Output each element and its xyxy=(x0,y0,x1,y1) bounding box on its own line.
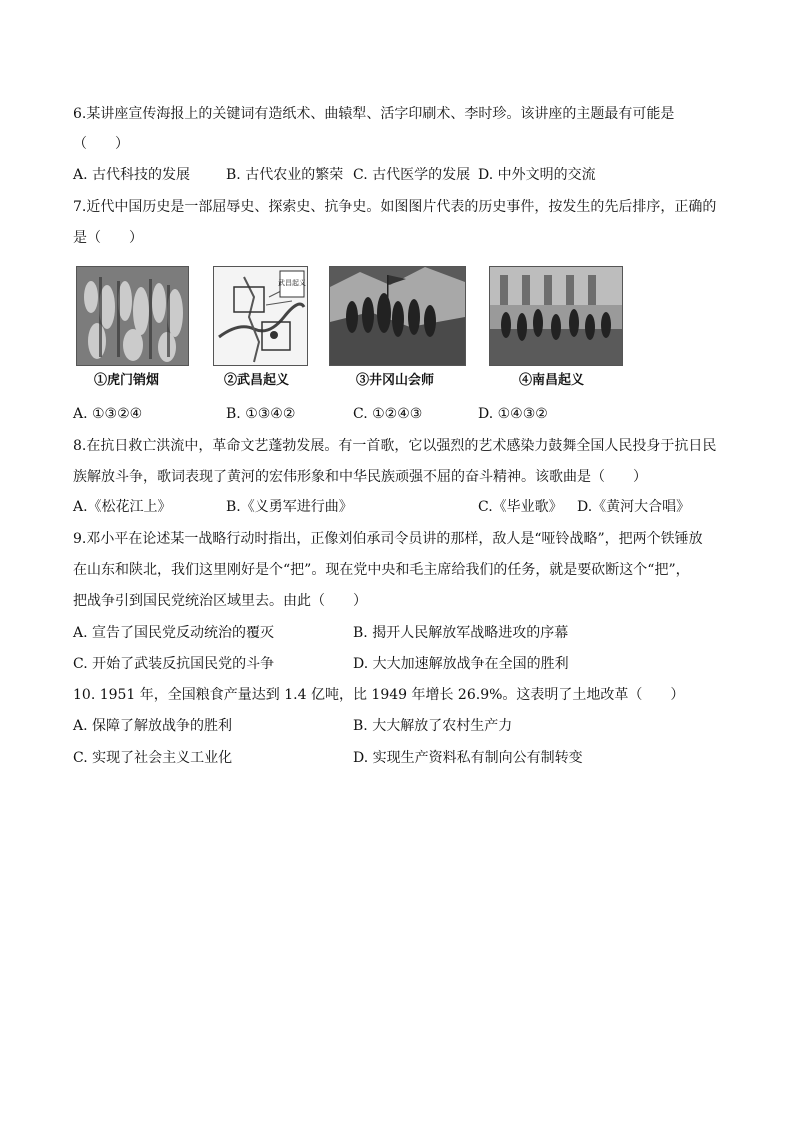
q7-option-a[interactable]: A. ①③②④ xyxy=(73,406,143,422)
q8-stem-line1: 8.在抗日救亡洪流中，革命文艺蓬勃发展。有一首歌，它以强烈的艺术感染力鼓舞全国人民投身于抗日民 xyxy=(73,438,717,454)
q6-paren: （ ） xyxy=(73,136,129,152)
q8-option-b[interactable]: B.《义勇军进行曲》 xyxy=(226,499,353,515)
q9-stem-line1: 9.邓小平在论述某一战略行动时指出，正像刘伯承司令员讲的那样，敌人是“哑铃战略”，把两个铁锤放 xyxy=(73,531,703,547)
q6-option-d[interactable]: D. 中外文明的交流 xyxy=(478,167,596,183)
q6-option-b[interactable]: B. 古代农业的繁荣 xyxy=(226,167,344,183)
q6-option-c[interactable]: C. 古代医学的发展 xyxy=(353,167,471,183)
caption-wuchang: ②武昌起义 xyxy=(224,373,290,388)
q6-option-a[interactable]: A. 古代科技的发展 xyxy=(73,167,191,183)
q7-option-b[interactable]: B. ①③④② xyxy=(226,406,296,422)
jinggangshan-painting-image xyxy=(329,266,466,366)
q10-option-b[interactable]: B. 大大解放了农村生产力 xyxy=(353,718,513,734)
q7-stem-line1: 7.近代中国历史是一部屈辱史、探索史、抗争史。如图图片代表的历史事件，按发生的先后排序，正确的 xyxy=(73,199,717,215)
caption-nanchang: ④南昌起义 xyxy=(519,373,585,388)
humen-relief-image xyxy=(76,266,189,366)
q9-option-b[interactable]: B. 揭开人民解放军战略进攻的序幕 xyxy=(353,625,569,641)
q8-option-d[interactable]: D.《黄河大合唱》 xyxy=(577,499,691,515)
map-inset-label: 武昌起义 xyxy=(278,279,306,287)
q9-stem-line3: 把战争引到国民党统治区域里去。由此（ ） xyxy=(73,593,367,609)
nanchang-painting-image xyxy=(489,266,623,366)
q6-stem: 6.某讲座宣传海报上的关键词有造纸术、曲辕犁、活字印刷术、李时珍。该讲座的主题最有可能是 xyxy=(73,106,675,122)
q10-option-d[interactable]: D. 实现生产资料私有制向公有制转变 xyxy=(353,750,583,766)
q7-stem-line2: 是（ ） xyxy=(73,230,143,246)
caption-humen: ①虎门销烟 xyxy=(94,373,160,388)
q9-option-d[interactable]: D. 大大加速解放战争在全国的胜利 xyxy=(353,656,569,672)
q10-stem: 10. 1951 年，全国粮食产量达到 1.4 亿吨，比 1949 年增长 26.9%。这表明了土地改革（ ） xyxy=(73,687,685,703)
q10-option-c[interactable]: C. 实现了社会主义工业化 xyxy=(73,750,233,766)
wuchang-map-image xyxy=(213,266,308,366)
q8-option-a[interactable]: A.《松花江上》 xyxy=(73,499,172,515)
q9-stem-line2: 在山东和陕北，我们这里刚好是个“把”。现在党中央和毛主席给我们的任务，就是要砍断这个“把”， xyxy=(73,562,690,578)
q8-option-c[interactable]: C.《毕业歌》 xyxy=(478,499,563,515)
q8-stem-line2: 族解放斗争，歌词表现了黄河的宏伟形象和中华民族顽强不屈的奋斗精神。该歌曲是（ ） xyxy=(73,469,647,485)
q7-option-d[interactable]: D. ①④③② xyxy=(478,406,548,422)
q10-option-a[interactable]: A. 保障了解放战争的胜利 xyxy=(73,718,233,734)
q9-option-c[interactable]: C. 开始了武装反抗国民党的斗争 xyxy=(73,656,275,672)
caption-jinggangshan: ③井冈山会师 xyxy=(356,373,435,388)
q7-option-c[interactable]: C. ①②④③ xyxy=(353,406,423,422)
q9-option-a[interactable]: A. 宣告了国民党反动统治的覆灭 xyxy=(73,625,275,641)
